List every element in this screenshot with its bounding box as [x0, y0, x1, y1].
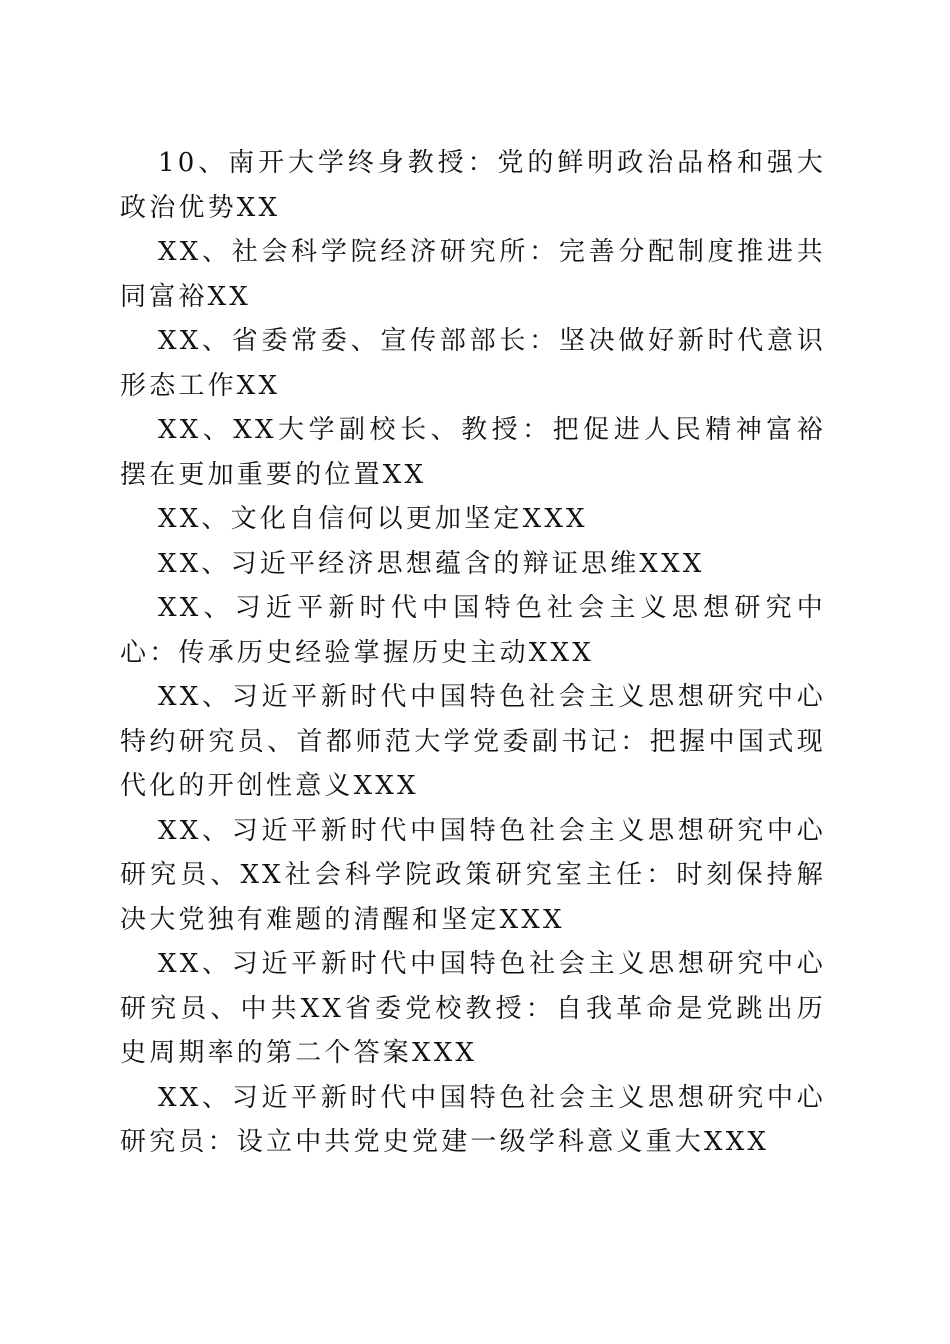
paragraph-6: XX、习近平经济思想蕴含的辩证思维XXX	[158, 548, 705, 579]
paragraph-2: XX、社会科学院经济研究所：完善分配制度推进共同富裕XX	[120, 237, 826, 312]
paragraph-9: XX、习近平新时代中国特色社会主义思想研究中心研究员、XX社会科学院政策研究室主任：时刻保持解决大党独有难题的清醒和坚定XXX	[120, 815, 826, 935]
document-body	[120, 141, 826, 1165]
paragraph-5: XX、文化自信何以更加坚定XXX	[158, 504, 588, 534]
paragraph-3: XX、省委常委、宣传部部长：坚决做好新时代意识形态工作XX	[120, 326, 826, 401]
paragraph-8: XX、习近平新时代中国特色社会主义思想研究中心特约研究员、首都师范大学党委副书记：把握中国式现代化的开创性意义XXX	[120, 682, 826, 801]
paragraph-1: 10、南开大学终身教授：党的鲜明政治品格和强大政治优势XX	[120, 148, 826, 223]
paragraph-10: XX、习近平新时代中国特色社会主义思想研究中心研究员、中共XX省委党校教授：自我革命是党跳出历史周期率的第二个答案XXX	[120, 949, 826, 1068]
paragraph-7: XX、习近平新时代中国特色社会主义思想研究中心：传承历史经验掌握历史主动XXX	[120, 593, 826, 668]
paragraph-4: XX、XX大学副校长、教授：把促进人民精神富裕摆在更加重要的位置XX	[120, 415, 826, 490]
paragraph-11: XX、习近平新时代中国特色社会主义思想研究中心研究员：设立中共党史党建一级学科意义重大XXX	[120, 1082, 826, 1157]
